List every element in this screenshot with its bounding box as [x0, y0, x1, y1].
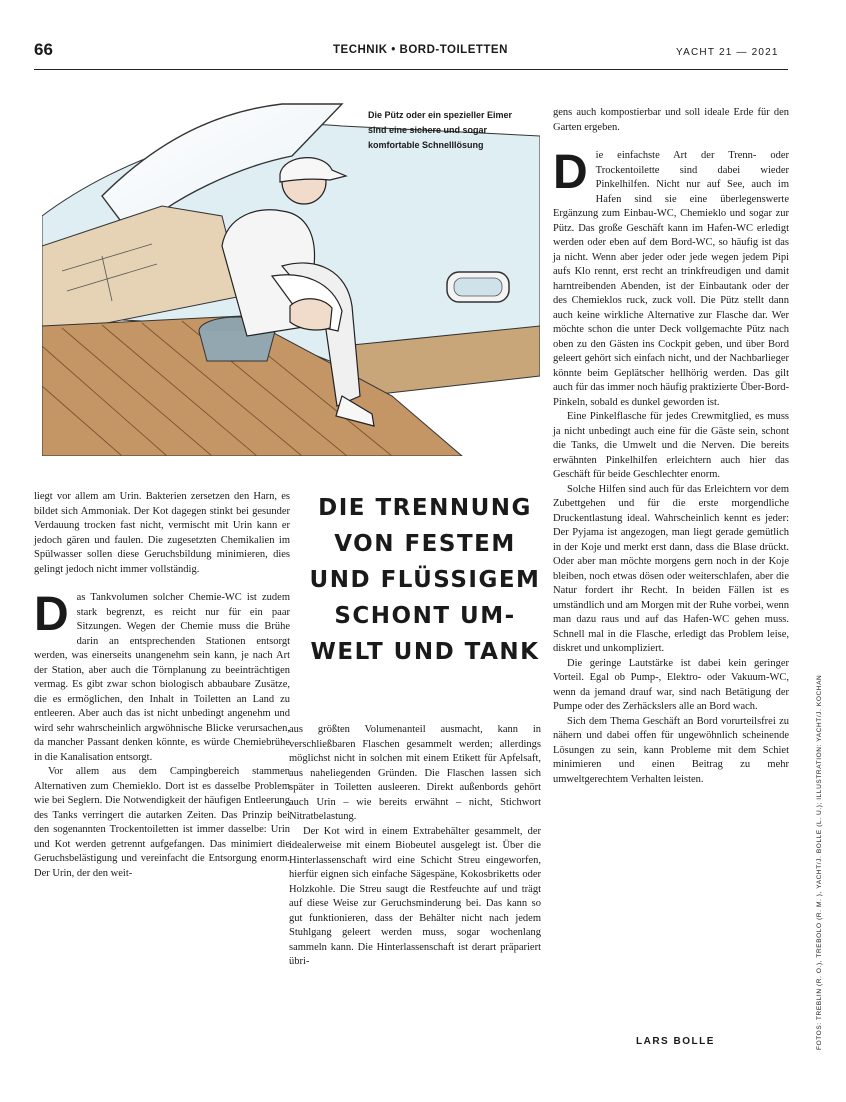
- image-caption: Die Pütz oder ein spezieller Eimer sind eine sichere und sogar komfortable Schnelllösung: [368, 110, 513, 150]
- col3-paragraph-text: ie einfachste Art der Trenn- oder Trockentoilette sind dabei wieder Pinkelhilfen. Nicht nur auf See, auch im Hafen sind sie eine überlegenswerte Ergänzung zum Einbau-WC, Chemieklo und sogar zur Pütz. Das große Geschäft kann im Hafen-WC erledigt werden oder eben auf dem Bord-WC, so häufig ist das ja nicht. Wenn aber jeder oder jede wegen jedem Pipi aufs Klo rennt, erst recht an trinkfreudigen und damit harntreibenden Abenden, ist der Einbautank oder der des Chemieklos ruck, zuck voll. Die Pütz stellt dann auch keine wirkliche Alternative zur Flasche dar. Wer möchte schon die unter Deck vollgemachte Pütz nach oben zu den Gästen ins Cockpit geben, und über Bord geleert gehört sich einfach nicht, und der Nachbarlieger könnte beim Geplätscher hellhörig werden. Das gilt auch für das immer noch häufig praktizierte Über-Bord-Pinkeln, sobald es dunkel geworden ist.: [553, 150, 789, 408]
- col1-paragraph-text: as Tankvolumen solcher Chemie-WC ist zudem stark begrenzt, es reicht nur für ein paar Sitzungen. Wegen der Chemie muss die Brühe darin an entsprechenden Stationen entsorgt werden, was einerseits unangenehm sein kann, je nach Art der Station, aber auch die Törnplanung zu beeinträchtigen vermag. Es gibt zwar schon biologisch abbaubare Zusätze, die es ermöglichen, den Inhalt in Toiletten an Land zu entleeren. Aber auch das ist nicht unbedingt angenehm und wird sehr wahrscheinlich argwöhnische Blicke verursachen, da mancher Passant denken könnte, es würde Chemiebrühe in die Kanalisation entsorgt.: [34, 592, 290, 763]
- pull-quote: DIE TRENNUNG VON FESTEM UND FLÜSSIGEM SCHONT UM-WELT UND TANK: [309, 495, 541, 665]
- col3-paragraph-drop: [553, 146, 789, 410]
- page-number: 66: [34, 40, 53, 59]
- issue-label: YACHT 21 — 2021: [676, 47, 779, 58]
- header-rule: [34, 69, 788, 70]
- column-1: [34, 490, 290, 881]
- col1-paragraph: liegt vor allem am Urin. Bakterien zersetzen den Harn, es bildet sich Ammoniak. Der Kot dagegen stinkt bei gesunder Verdauung trocken fast nicht, vermischt mit Urin kann er jedoch gären und faulen. Die zugesetzten Chemikalien im Spülwasser sollen diese Geruchsbildung minimieren, dies gelingt jedoch nicht immer vollständig.: [34, 491, 290, 575]
- section-title: TECHNIK • BORD-TOILETTEN: [333, 44, 508, 56]
- col1-paragraph-drop: [34, 588, 290, 765]
- col3-paragraph: Solche Hilfen sind auch für das Erleichtern vor dem Zubettgehen und für die erste morgendliche Druckentlastung ideal. Wahrscheinlich kennt es jeder: Der Pyjama ist angezogen, man liegt gerade gemütlich in der Koje und merkt erst dann, dass die Blase drückt. Oder aber man möchte morgens gern noch in der Koje bleiben, noch etwas dösen oder weiterschlafen, aber die Natur fordert ihr Recht. In beiden Fällen ist es umständlich und am Morgen mit der Ruhe vorbei, wenn man dazu raus und auf das Hafen-WC gehen muss. Schnell mal in die Flasche, erledigt das Problem leise, diskret und unkompliziert.: [553, 483, 789, 654]
- col3-paragraph: gens auch kompostierbar und soll ideale Erde für den Garten ergeben.: [553, 107, 789, 133]
- col3-paragraph: Sich dem Thema Geschäft an Bord vorurteilsfrei zu nähern und dabei offen für ungewöhnlich scheinende Lösungen zu sein, kann Probleme mit dem Schiet minimieren und einen Beitrag zu mehr umweltgerechtem Verhalten leisten.: [553, 715, 789, 785]
- col2-paragraph: aus größten Volumenanteil ausmacht, kann in verschließbaren Flaschen gesammelt werden; allerdings möglichst nicht in solchen mit einem Etikett für Apfelsaft, aus naheliegenden Gründen. Die Flaschen lassen sich später in Toiletten ausleeren. Direkt außenbords gehört auch Urin – wie bereits erwähnt – nicht, Stichwort Nitratbelastung.: [289, 724, 541, 822]
- drop-cap: D: [553, 146, 588, 199]
- column-3: [553, 106, 789, 787]
- col3-paragraph: Die geringe Lautstärke ist dabei kein geringer Vorteil. Egal ob Pump-, Elektro- oder Vakuum-WC, wenn da jemand drauf war, sind nach Betätigung der Pumpe oder des Zerhäckslers alle an Bord wach.: [553, 657, 789, 712]
- photo-credits: FOTOS: TREBLIN (R. O.), TREBOLO (R. M. ), YACHT/J. BOLLE (L. U.); ILLUSTRATION: YACHT/J. KOCHAN: [816, 674, 823, 1050]
- author-byline: LARS BOLLE: [636, 1036, 715, 1047]
- column-2: [289, 723, 541, 970]
- drop-cap: D: [34, 588, 69, 641]
- col3-paragraph: Eine Pinkelflasche für jedes Crewmitglied, es muss ja nicht unbedingt auch eine für die Gäste sein, schont die Tanks, die Umwelt und die Nerven. Die bereits erwähnten Pinkelhilfen erleichtern auch hier das Geschäft für beide Geschlechter enorm.: [553, 411, 789, 480]
- col1-paragraph: Vor allem aus dem Campingbereich stammen Alternativen zum Chemieklo. Dort ist es dasselbe Problem wie bei Seglern. Die Notwendigkeit der häufigen Entleerung des Tanks verringert die autarken Zeiten. Das Prinzip bei den sogenannten Trockentoiletten ist immer dasselbe: Urin und Kot werden getrennt aufgefangen. Das minimiert die Geruchsbelästigung und vereinfacht die Entsorgung enorm. Der Urin, der den weit-: [34, 766, 290, 879]
- col2-paragraph: Der Kot wird in einem Extrabehälter gesammelt, der idealerweise mit einem Biobeutel ausgelegt ist. Über die Hinterlassenschaft wird eine Schicht Streu eingeworfen, hierfür eignen sich einfache Sägespäne, Kokosbriketts oder Holzkohle. Die Streu saugt die Restfeuchte auf und trägt auf diese Weise zur Geruchsminderung bei. Das kann so gut funktionieren, dass der Behälter nicht nach jedem Stuhlgang geleert werden muss, sogar wochenlang sammeln kann. Die Hinterlassenschaft ist derart präpariert übri-: [289, 825, 541, 967]
